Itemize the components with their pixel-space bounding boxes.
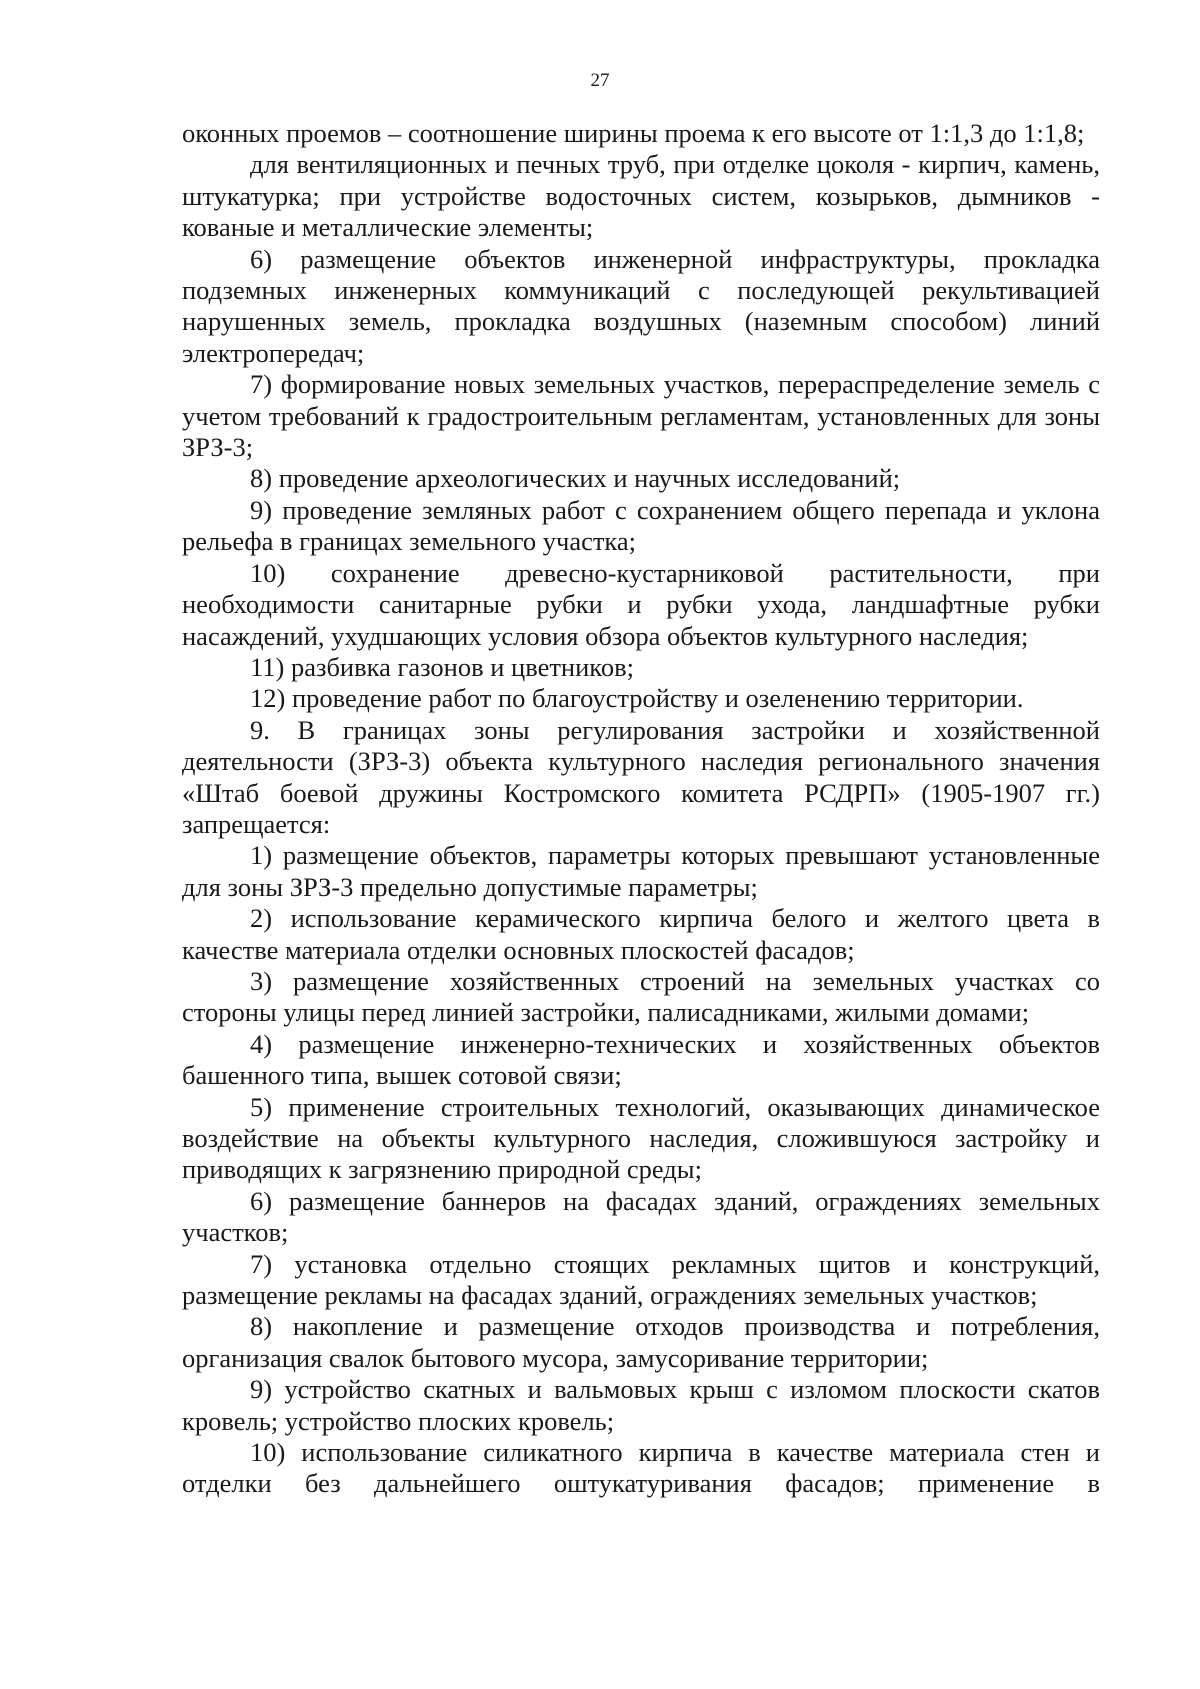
paragraph: 8) накопление и размещение отходов производства и потребления, организация свалок бытового мусора, замусоривание территории;	[182, 1311, 1100, 1373]
paragraph: 7) установка отдельно стоящих рекламных щитов и конструкций, размещение рекламы на фасадах зданий, ограждениях земельных участков;	[182, 1248, 1100, 1311]
paragraph: оконных проемов – соотношение ширины проема к его высоте от 1:1,3 до 1:1,8;	[182, 118, 1085, 148]
page-number: 27	[590, 70, 610, 91]
paragraph: 1) размещение объектов, параметры которых превышают установленные для зоны ЗРЗ-3 предельно допустимые параметры;	[182, 840, 1100, 902]
paragraph: 11) разбивка газонов и цветников;	[250, 651, 634, 682]
paragraph: 9. В границах зоны регулирования застройки и хозяйственной деятельности (ЗРЗ-3) объекта культурного наследия регионального значения «Штаб боевой дружины Костромского комитета РСДРП» (1905-1907 гг.) запрещается:	[182, 714, 1100, 839]
paragraph: 9) проведение земляных работ с сохранением общего перепада и уклона рельефа в границах земельного участка;	[182, 494, 1100, 557]
paragraph: 2) использование керамического кирпича белого и желтого цвета в качестве материала отделки основных плоскостей фасадов;	[182, 903, 1100, 965]
paragraph: 5) применение строительных технологий, оказывающих динамическое воздействие на объекты культурного наследия, сложившуюся застройку и приводящих к загрязнению природной среды;	[182, 1091, 1100, 1185]
paragraph: 6) размещение баннеров на фасадах зданий, ограждениях земельных участков;	[182, 1185, 1100, 1248]
paragraph: 12) проведение работ по благоустройству и озеленению территории.	[250, 683, 1024, 714]
document-body	[182, 118, 1100, 1500]
paragraph: 9) устройство скатных и вальмовых крыш с изломом плоскости скатов кровель; устройство плоских кровель;	[182, 1374, 1100, 1436]
paragraph: 10) использование силикатного кирпича в качестве материала стен и отделки без дальнейшего оштукатуривания фасадов; применение в	[182, 1437, 1100, 1499]
paragraph: 3) размещение хозяйственных строений на земельных участках со стороны улицы перед линией застройки, палисадниками, жилыми домами;	[182, 965, 1100, 1028]
paragraph: 7) формирование новых земельных участков, перераспределение земель с учетом требований к градостроительным регламентам, установленных для зоны ЗРЗ-3;	[182, 369, 1100, 463]
paragraph: 6) размещение объектов инженерной инфраструктуры, прокладка подземных инженерных коммуникаций с последующей рекультивацией нарушенных земель, прокладка воздушных (наземным способом) линий электропередач;	[182, 243, 1100, 368]
paragraph: 8) проведение археологических и научных исследований;	[250, 463, 901, 494]
paragraph: для вентиляционных и печных труб, при отделке цоколя - кирпич, камень, штукатурка; при устройстве водосточных систем, козырьков, дымников - кованые и металлические элементы;	[182, 149, 1100, 243]
paragraph: 4) размещение инженерно-технических и хозяйственных объектов башенного типа, вышек сотовой связи;	[182, 1028, 1100, 1091]
paragraph: 10) сохранение древесно-кустарниковой растительности, при необходимости санитарные рубки и рубки ухода, ландшафтные рубки насаждений, ухудшающих условия обзора объектов культурного наследия;	[182, 557, 1100, 651]
